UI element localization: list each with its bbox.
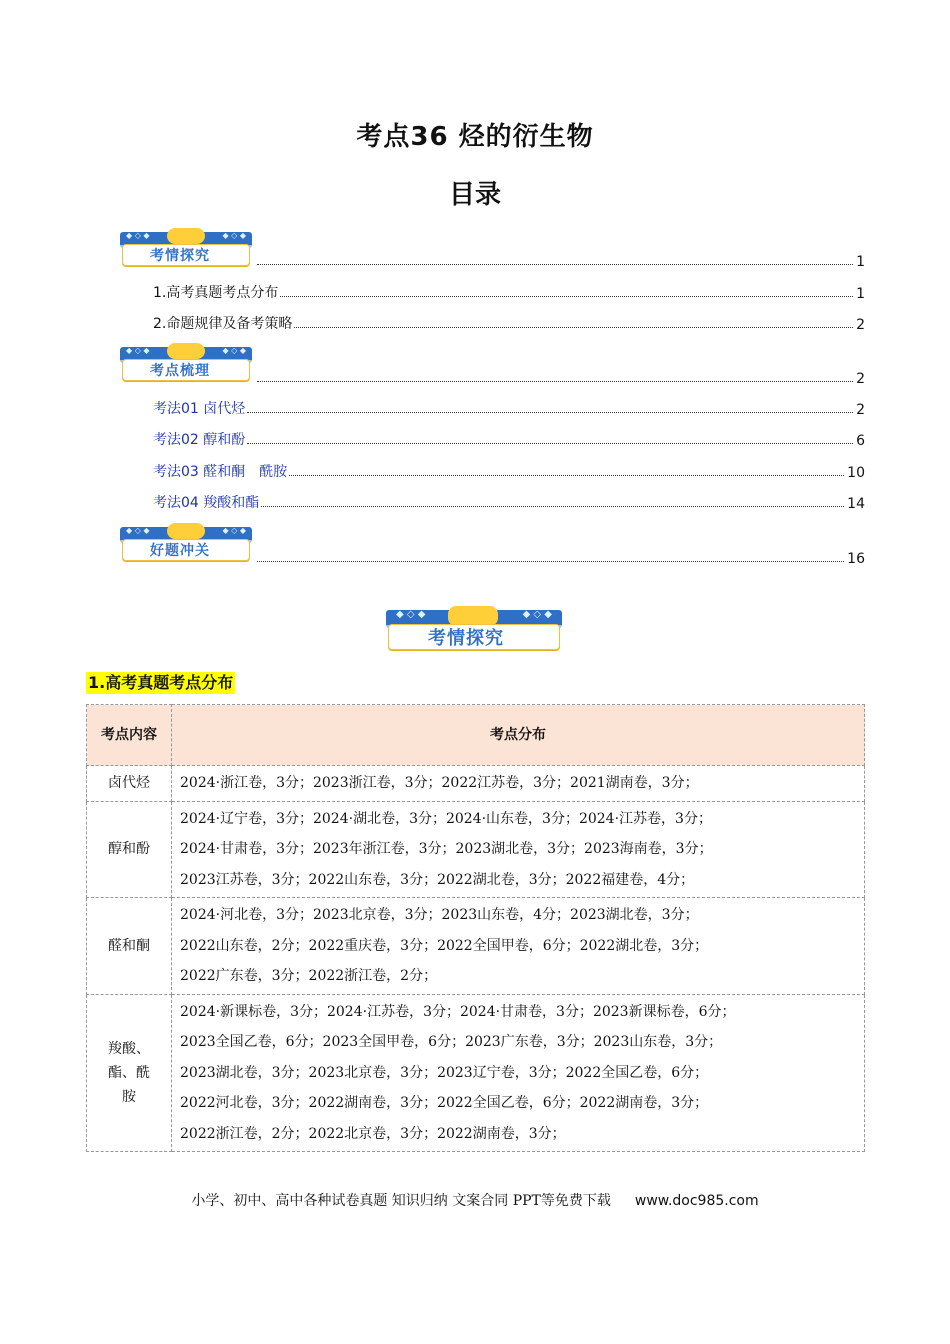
section-badge-kaoqing-tanjiu xyxy=(386,606,562,652)
toc-label: 1.高考真题考点分布 xyxy=(153,285,279,301)
toc-page: 2 xyxy=(856,371,865,387)
toc-page: 2 xyxy=(856,402,865,418)
category-cell: 醇和酚 xyxy=(87,801,172,898)
toc-label: 考法04 羧酸和酯 xyxy=(153,495,260,511)
toc-entry-kaodian[interactable] xyxy=(255,367,865,387)
toc-entry[interactable] xyxy=(153,398,865,418)
distribution-line: 2022浙江卷，2分；2022北京卷，3分；2022湖南卷，3分； xyxy=(180,1125,566,1142)
category-cell: 羧酸、酯、酰胺 xyxy=(87,994,172,1152)
distribution-line: 2022河北卷，3分；2022湖南卷，3分；2022全国乙卷，6分；2022湖南卷，3分； xyxy=(180,1095,709,1111)
toc-page: 10 xyxy=(847,465,865,481)
distribution-line: 2024·新课标卷，3分；2024·江苏卷，3分；2024·甘肃卷，3分；2023新课标卷，6分； xyxy=(180,1003,736,1020)
toc-entry[interactable] xyxy=(153,492,865,512)
toc-entry-haoti[interactable] xyxy=(255,547,865,567)
toc-entry[interactable] xyxy=(153,461,865,481)
toc-page: 16 xyxy=(847,551,865,567)
column-header-category: 考点内容 xyxy=(87,705,172,766)
distribution-line: 2024·甘肃卷，3分；2023年浙江卷，3分；2023湖北卷，3分；2023海南卷，3分； xyxy=(180,841,713,857)
toc-page: 1 xyxy=(856,254,865,270)
distribution-line: 2022广东卷，3分；2022浙江卷，2分； xyxy=(180,968,438,984)
distribution-line: 2023湖北卷，3分；2023北京卷，3分；2023辽宁卷，3分；2022全国乙卷，6分； xyxy=(180,1064,709,1081)
distribution-line: 2023全国乙卷，6分；2023全国甲卷，6分；2023广东卷，3分；2023山东卷，3分； xyxy=(180,1034,723,1050)
toc-entry[interactable] xyxy=(153,282,865,302)
badge-label: 好题冲关 xyxy=(150,543,210,559)
ornament-icon: ◆ ◇ ◆ xyxy=(522,609,552,620)
badge-label: 考情探究 xyxy=(428,628,504,649)
toc-page: 1 xyxy=(856,286,865,302)
distribution-line: 2022山东卷，2分；2022重庆卷，3分；2022全国甲卷，6分；2022湖北卷，3分； xyxy=(180,937,709,954)
distribution-line: 2024·辽宁卷，3分；2024·湖北卷，3分；2024·山东卷，3分；2024·江苏卷，3分； xyxy=(180,810,712,827)
document-title: 考点36 烃的衍生物 xyxy=(356,122,594,152)
toc-heading: 目录 xyxy=(448,180,501,210)
table-row xyxy=(87,898,865,995)
ornament-icon: ◆ ◇ ◆ xyxy=(126,231,150,240)
table-row xyxy=(87,994,865,1152)
distribution-cell xyxy=(172,898,865,995)
table-row xyxy=(87,766,865,802)
distribution-line: 2024·河北卷，3分；2023北京卷，3分；2023山东卷，4分；2023湖北卷，3分； xyxy=(180,907,699,923)
distribution-cell xyxy=(172,766,865,802)
toc-label: 考法02 醇和酚 xyxy=(153,432,246,448)
toc-page: 14 xyxy=(847,496,865,512)
distribution-cell xyxy=(172,801,865,898)
category-cell: 醛和酮 xyxy=(87,898,172,995)
footer-url-link[interactable]: www.doc985.com xyxy=(634,1193,759,1209)
distribution-line: 2024·浙江卷，3分；2023浙江卷，3分；2022江苏卷，3分；2021湖南卷，3分； xyxy=(180,775,699,791)
badge-kaodian-shuli xyxy=(120,343,252,383)
badge-label: 考点梳理 xyxy=(150,363,210,379)
ornament-icon: ◆ ◇ ◆ xyxy=(222,346,246,355)
distribution-cell xyxy=(172,994,865,1152)
toc-label: 考法01 卤代烃 xyxy=(153,401,246,417)
toc-page: 6 xyxy=(856,433,865,449)
ornament-icon: ◆ ◇ ◆ xyxy=(126,526,150,535)
ornament-icon: ◆ ◇ ◆ xyxy=(222,231,246,240)
exam-distribution-table xyxy=(86,704,865,1152)
ornament-icon: ◆ ◇ ◆ xyxy=(126,346,150,355)
toc-label: 考法03 醛和酮 酰胺 xyxy=(153,464,288,480)
column-header-distribution: 考点分布 xyxy=(172,705,865,766)
section-heading: 1.高考真题考点分布 xyxy=(88,673,234,692)
toc-page: 2 xyxy=(856,317,865,333)
footer-text: 小学、初中、高中各种试卷真题 知识归纳 文案合同 PPT等免费下载 xyxy=(191,1193,611,1209)
badge-kaoqing-tanjiu xyxy=(120,228,252,268)
distribution-line: 2023江苏卷，3分；2022山东卷，3分；2022湖北卷，3分；2022福建卷，4分； xyxy=(180,871,695,888)
ornament-icon: ◆ ◇ ◆ xyxy=(396,609,426,620)
table-header-row xyxy=(87,705,865,766)
ornament-icon: ◆ ◇ ◆ xyxy=(222,526,246,535)
badge-label: 考情探究 xyxy=(150,248,210,264)
page-footer xyxy=(0,1190,950,1210)
category-cell: 卤代烃 xyxy=(87,766,172,802)
table-row xyxy=(87,801,865,898)
toc-label: 2.命题规律及备考策略 xyxy=(153,316,293,332)
toc-entry[interactable] xyxy=(153,313,865,333)
toc-entry[interactable] xyxy=(153,429,865,449)
toc-entry-kaoqing[interactable] xyxy=(255,250,865,270)
badge-haoti-chongguan xyxy=(120,523,252,563)
